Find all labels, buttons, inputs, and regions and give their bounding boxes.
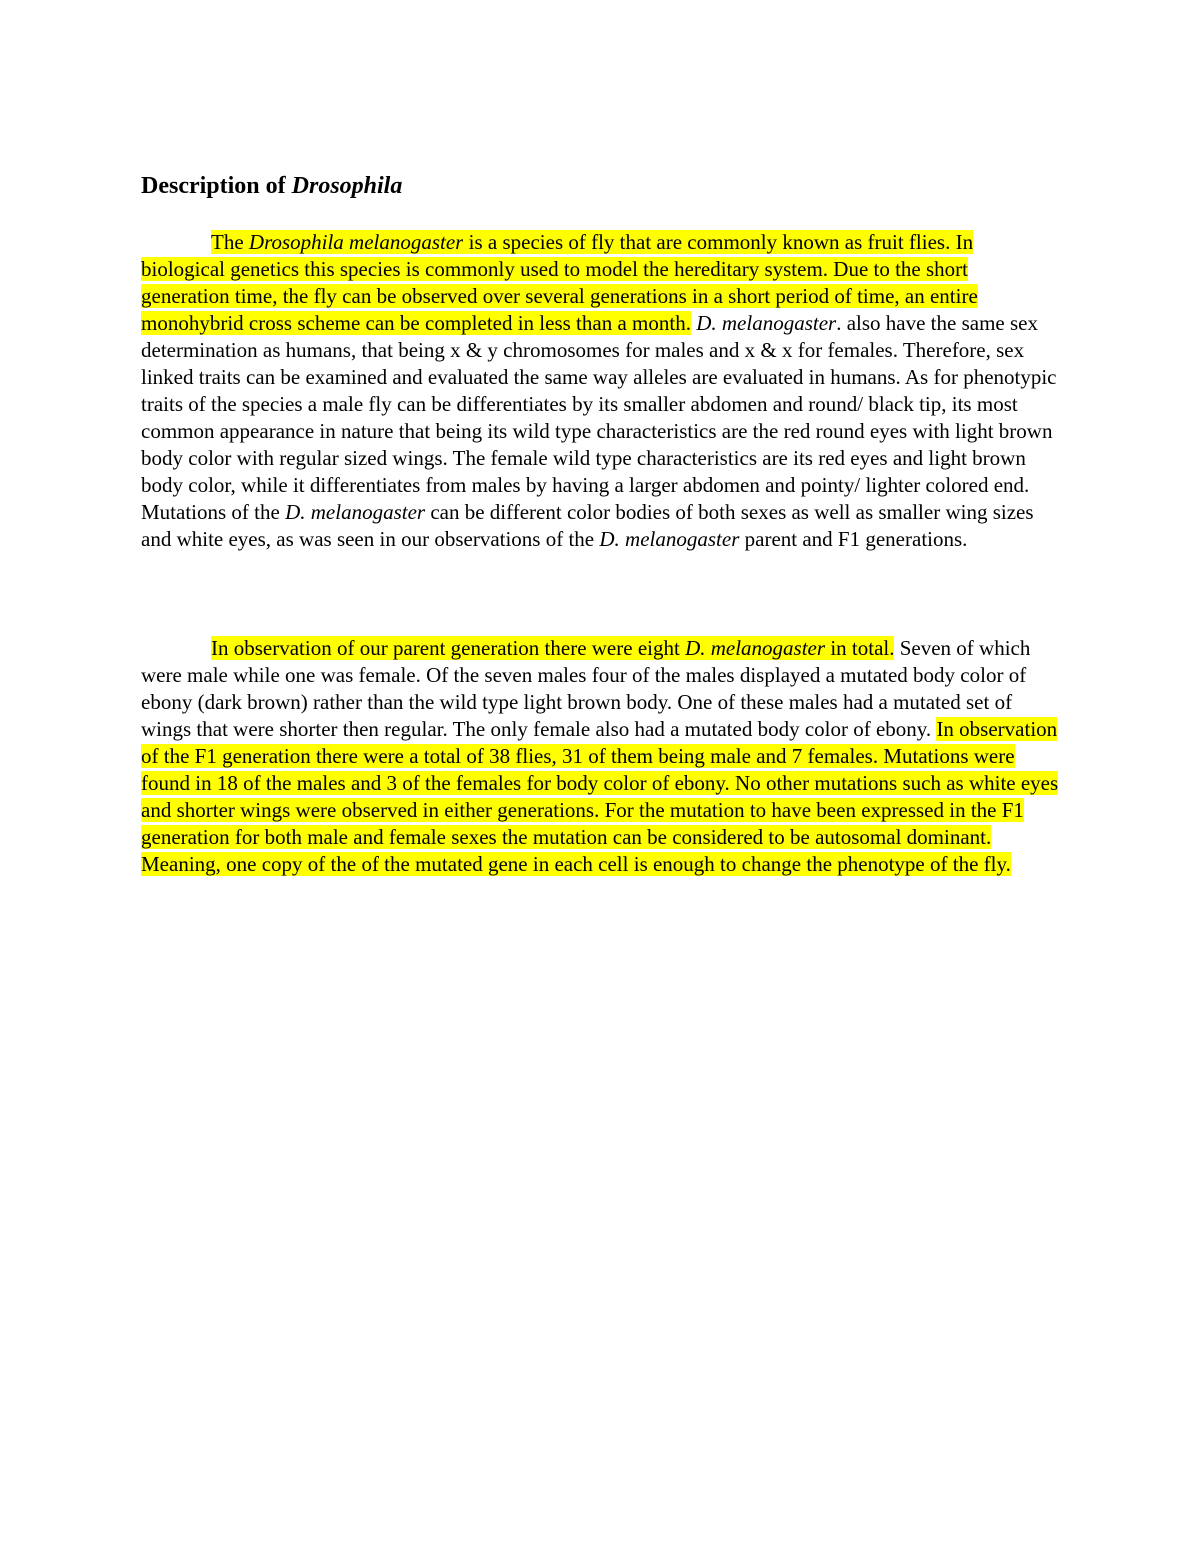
- species-name-italic: D. melanogaster: [685, 636, 826, 660]
- species-name-italic: D. melanogaster: [285, 500, 426, 524]
- text-segment: can be different color bodies of both sexes as well as smaller wing sizes and white eyes, as was seen in our observations of the: [141, 500, 1034, 551]
- species-name-italic: Drosophila melanogaster: [248, 230, 464, 254]
- document-heading: [141, 170, 402, 202]
- text-segment: is a species of fly that are commonly known as fruit flies. In biological genetics this species is commonly used to model the hereditary system. Due to the short generation time, the fly can be observed over several generations in a short period of time, an entire monohybrid cross scheme can be completed in less than a month.: [141, 230, 978, 335]
- text-segment: parent and F1 generations.: [739, 527, 968, 551]
- species-name-italic: D. melanogaster: [599, 527, 740, 551]
- species-name-italic: D. melanogaster: [696, 311, 837, 335]
- text-segment: . also have the same sex determination as humans, that being x & y chromosomes for males and x & x for females. Therefore, sex linked traits can be examined and evaluated the same way alleles are evaluated in humans. As for phenotypic traits of the species a male fly can be differentiates by its smaller abdomen and round/ black tip, its most common appearance in nature that being its wild type characteristics are the red round eyes with light brown body color with regular sized wings. The female wild type characteristics are its red eyes and light brown body color, while it differentiates from males by having a larger abdomen and pointy/ lighter colored end. Mutations of the: [141, 311, 1057, 524]
- text-segment: In observation of the F1 generation there were a total of 38 flies, 31 of them being male and 7 females. Mutations were found in 18 of the males and 3 of the females for body color of ebony. No other mutations such as white eyes and shorter wings were observed in either generations. For the mutation to have been expressed in the F1 generation for both male and female sexes the mutation can be considered to be autosomal dominant. Meaning, one copy of the of the mutated gene in each cell is enough to change the phenotype of the fly.: [141, 717, 1059, 876]
- paragraph-drosophila-description: [141, 229, 1061, 553]
- paragraph-observations: [141, 635, 1061, 878]
- text-segment: Seven of which were male while one was female. Of the seven males four of the males displayed a mutated body color of ebony (dark brown) rather than the wild type light brown body. One of these males had a mutated set of wings that were shorter then regular. The only female also had a mutated body color of ebony.: [141, 636, 1031, 741]
- text-segment: in total.: [825, 636, 895, 660]
- text-segment: In observation of our parent generation there were eight: [211, 636, 686, 660]
- text-segment: The: [211, 230, 249, 254]
- heading-italic-term: Drosophila: [291, 173, 403, 199]
- heading-prefix: Description of: [141, 173, 292, 199]
